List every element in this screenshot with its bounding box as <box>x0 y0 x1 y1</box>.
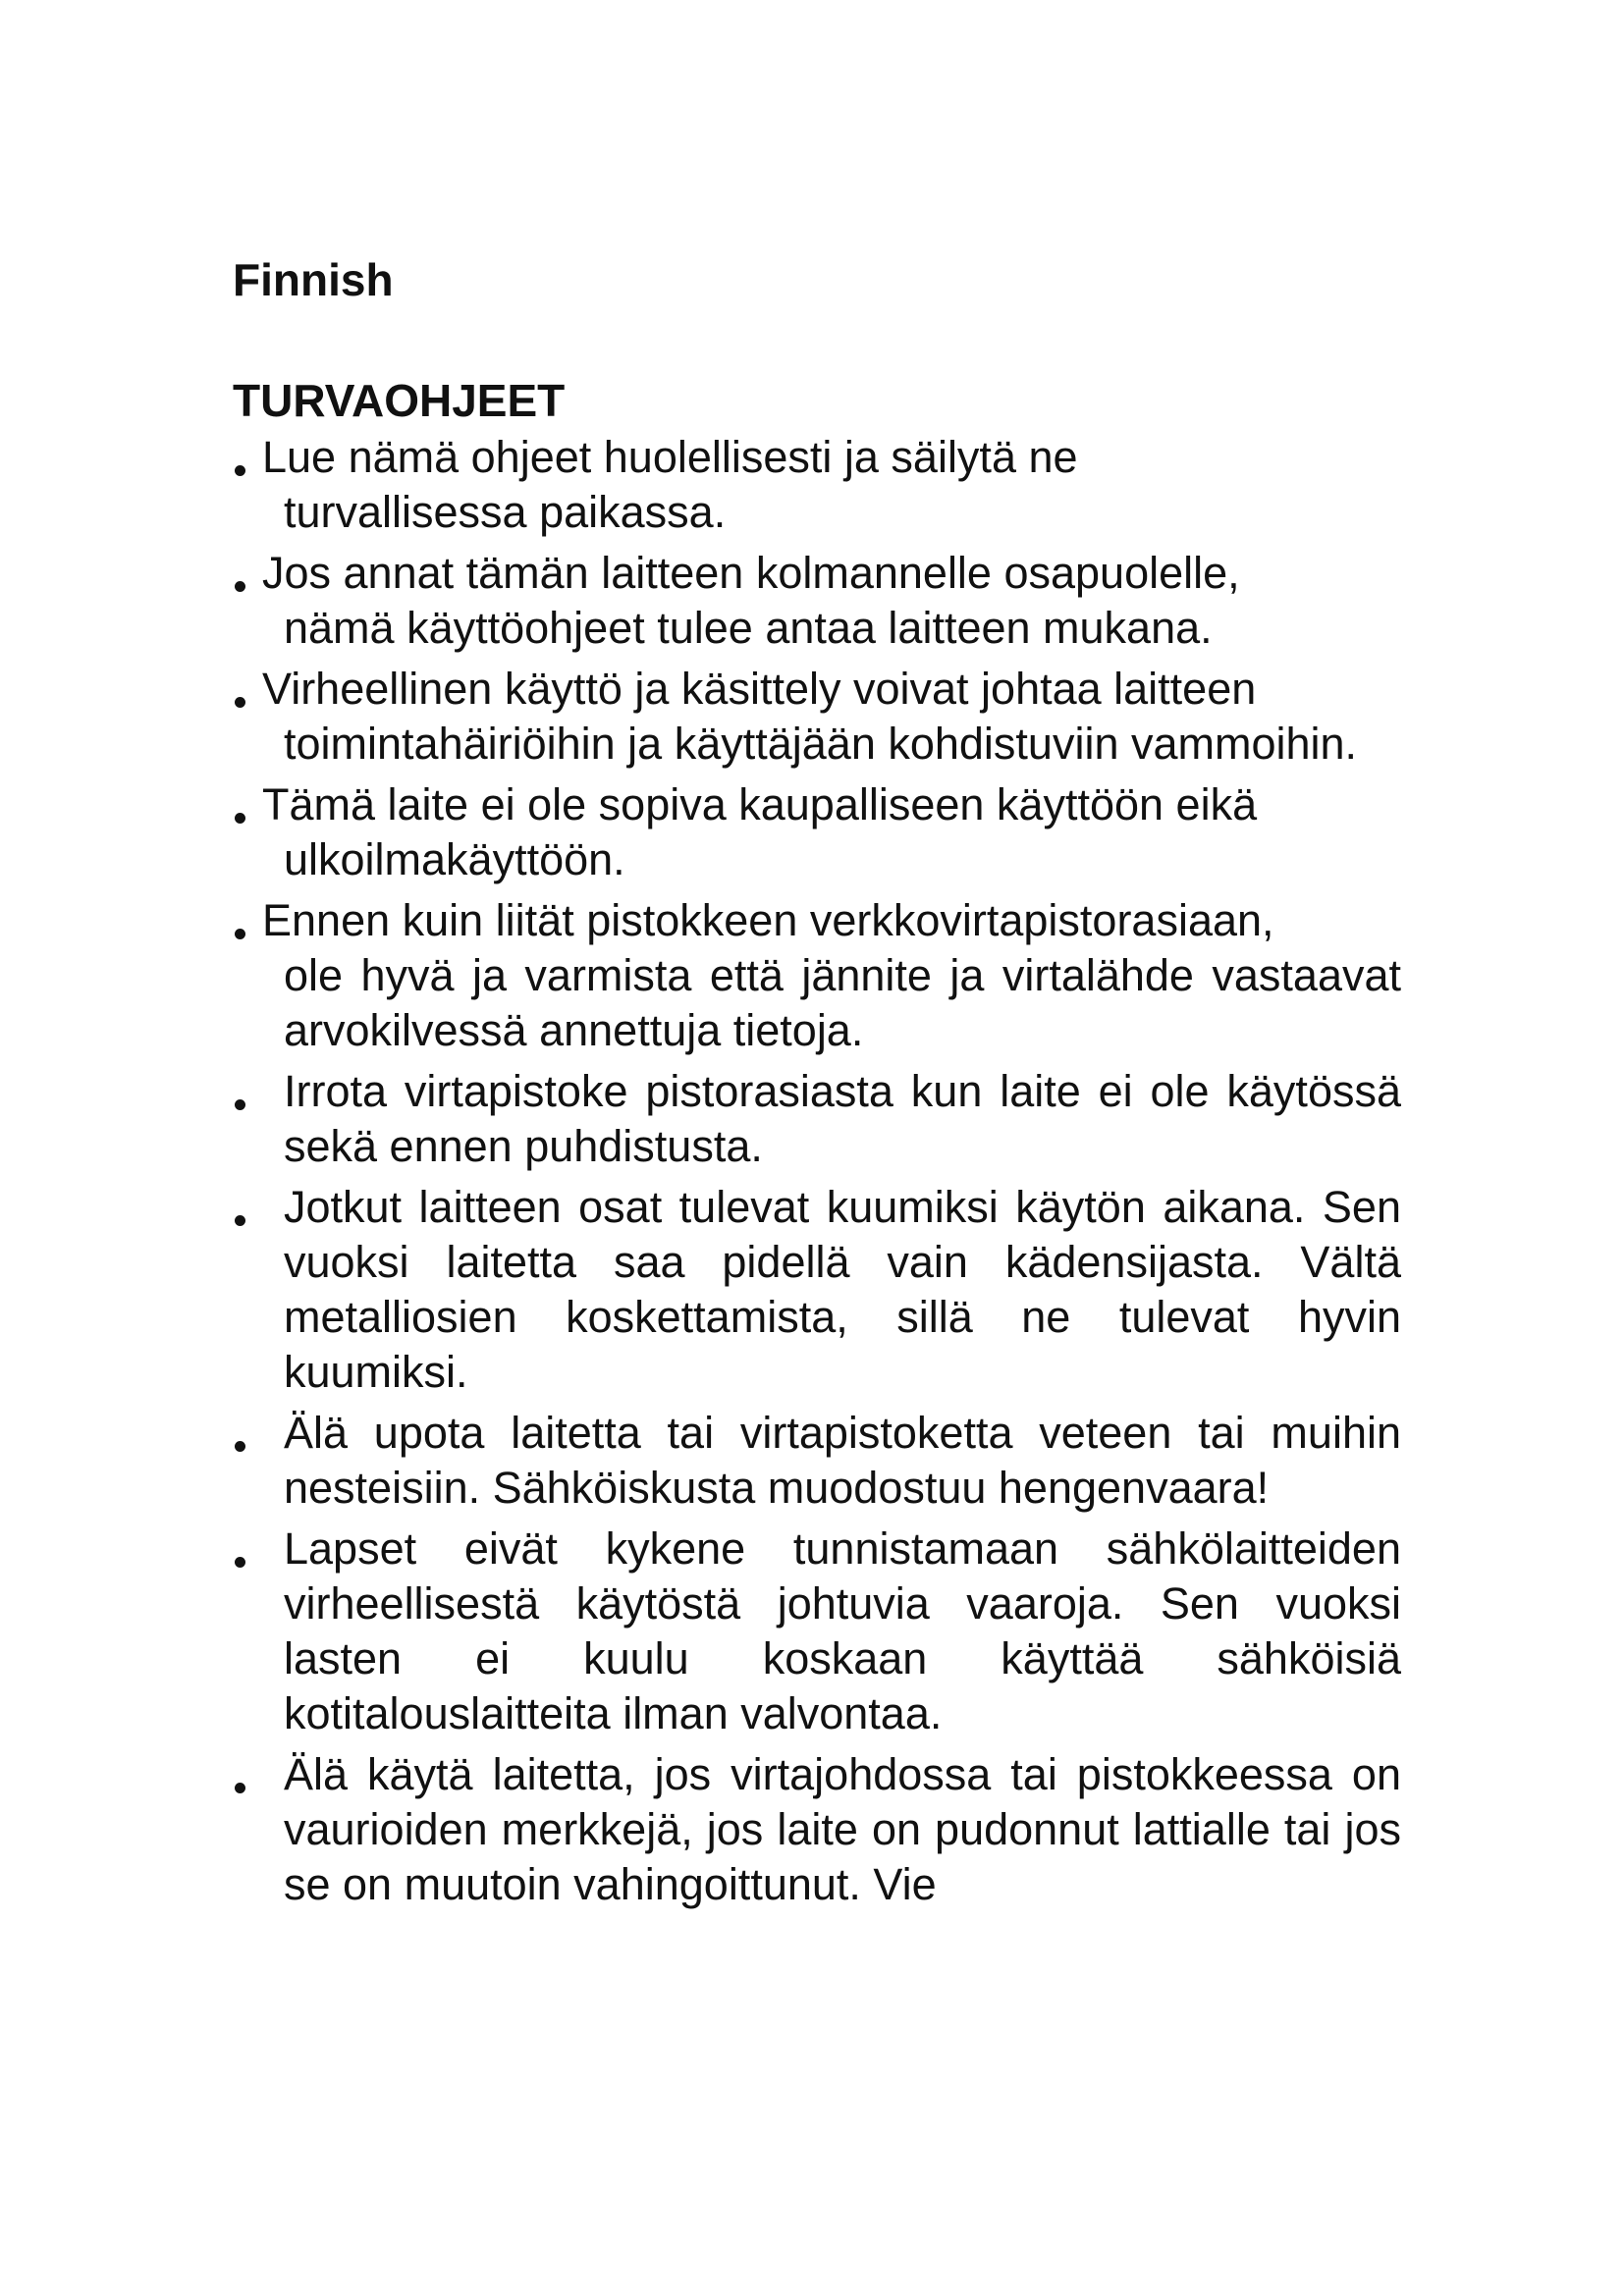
list-item-continuation: toimintahäiriöihin ja käyttäjään kohdistuviin vammoihin. <box>284 719 1358 769</box>
list-item <box>233 430 1401 540</box>
list-item <box>233 546 1401 656</box>
list-item-first-line: Virheellinen käyttö ja käsittely voivat johtaa laitteen <box>262 664 1257 714</box>
list-item <box>233 777 1401 887</box>
list-item <box>233 893 1401 1058</box>
list-item-first-line: Jos annat tämän laitteen kolmannelle osapuolelle, <box>262 548 1240 598</box>
list-item: Lapset eivät kykene tunnistamaan sähkölaitteiden virheellisestä käytöstä johtuvia vaaroja. Sen vuoksi lasten ei kuulu koskaan käyttää sähköisiä kotitalouslaitteita ilman valvontaa. <box>233 1522 1401 1741</box>
list-item-first-line: Tämä laite ei ole sopiva kaupalliseen käyttöön eikä <box>262 779 1258 829</box>
list-item: Älä upota laitetta tai virtapistoketta veteen tai muihin nesteisiin. Sähköiskusta muodostuu hengenvaara! <box>233 1406 1401 1516</box>
document-page <box>233 249 1401 1918</box>
list-item-first-line: Ennen kuin liität pistokkeen verkkovirtapistorasiaan, <box>262 895 1274 945</box>
list-item-continuation: ulkoilmakäyttöön. <box>284 834 625 884</box>
list-item-continuation: nämä käyttöohjeet tulee antaa laitteen mukana. <box>284 603 1213 653</box>
section-heading: TURVAOHJEET <box>233 375 566 426</box>
list-item: Irrota virtapistoke pistorasiasta kun laite ei ole käytössä sekä ennen puhdistusta. <box>233 1064 1401 1174</box>
list-item-first-line: Lue nämä ohjeet huolellisesti ja säilytä ne <box>262 432 1078 482</box>
list-item-continuation: ole hyvä ja varmista että jännite ja virtalähde vastaavat arvokilvessä annettuja tietoja. <box>284 950 1401 1055</box>
list-item <box>233 662 1401 772</box>
safety-instructions-list <box>233 430 1401 1912</box>
language-heading: Finnish <box>233 254 394 305</box>
list-item-continuation: turvallisessa paikassa. <box>284 487 727 537</box>
list-item: Älä käytä laitetta, jos virtajohdossa tai pistokkeessa on vaurioiden merkkejä, jos laite on pudonnut lattialle tai jos se on muutoin vahingoittunut. Vie <box>233 1747 1401 1912</box>
list-item: Jotkut laitteen osat tulevat kuumiksi käytön aikana. Sen vuoksi laitetta saa pidellä vain kädensijasta. Vältä metalliosien koskettamista, sillä ne tulevat hyvin kuumiksi. <box>233 1180 1401 1400</box>
